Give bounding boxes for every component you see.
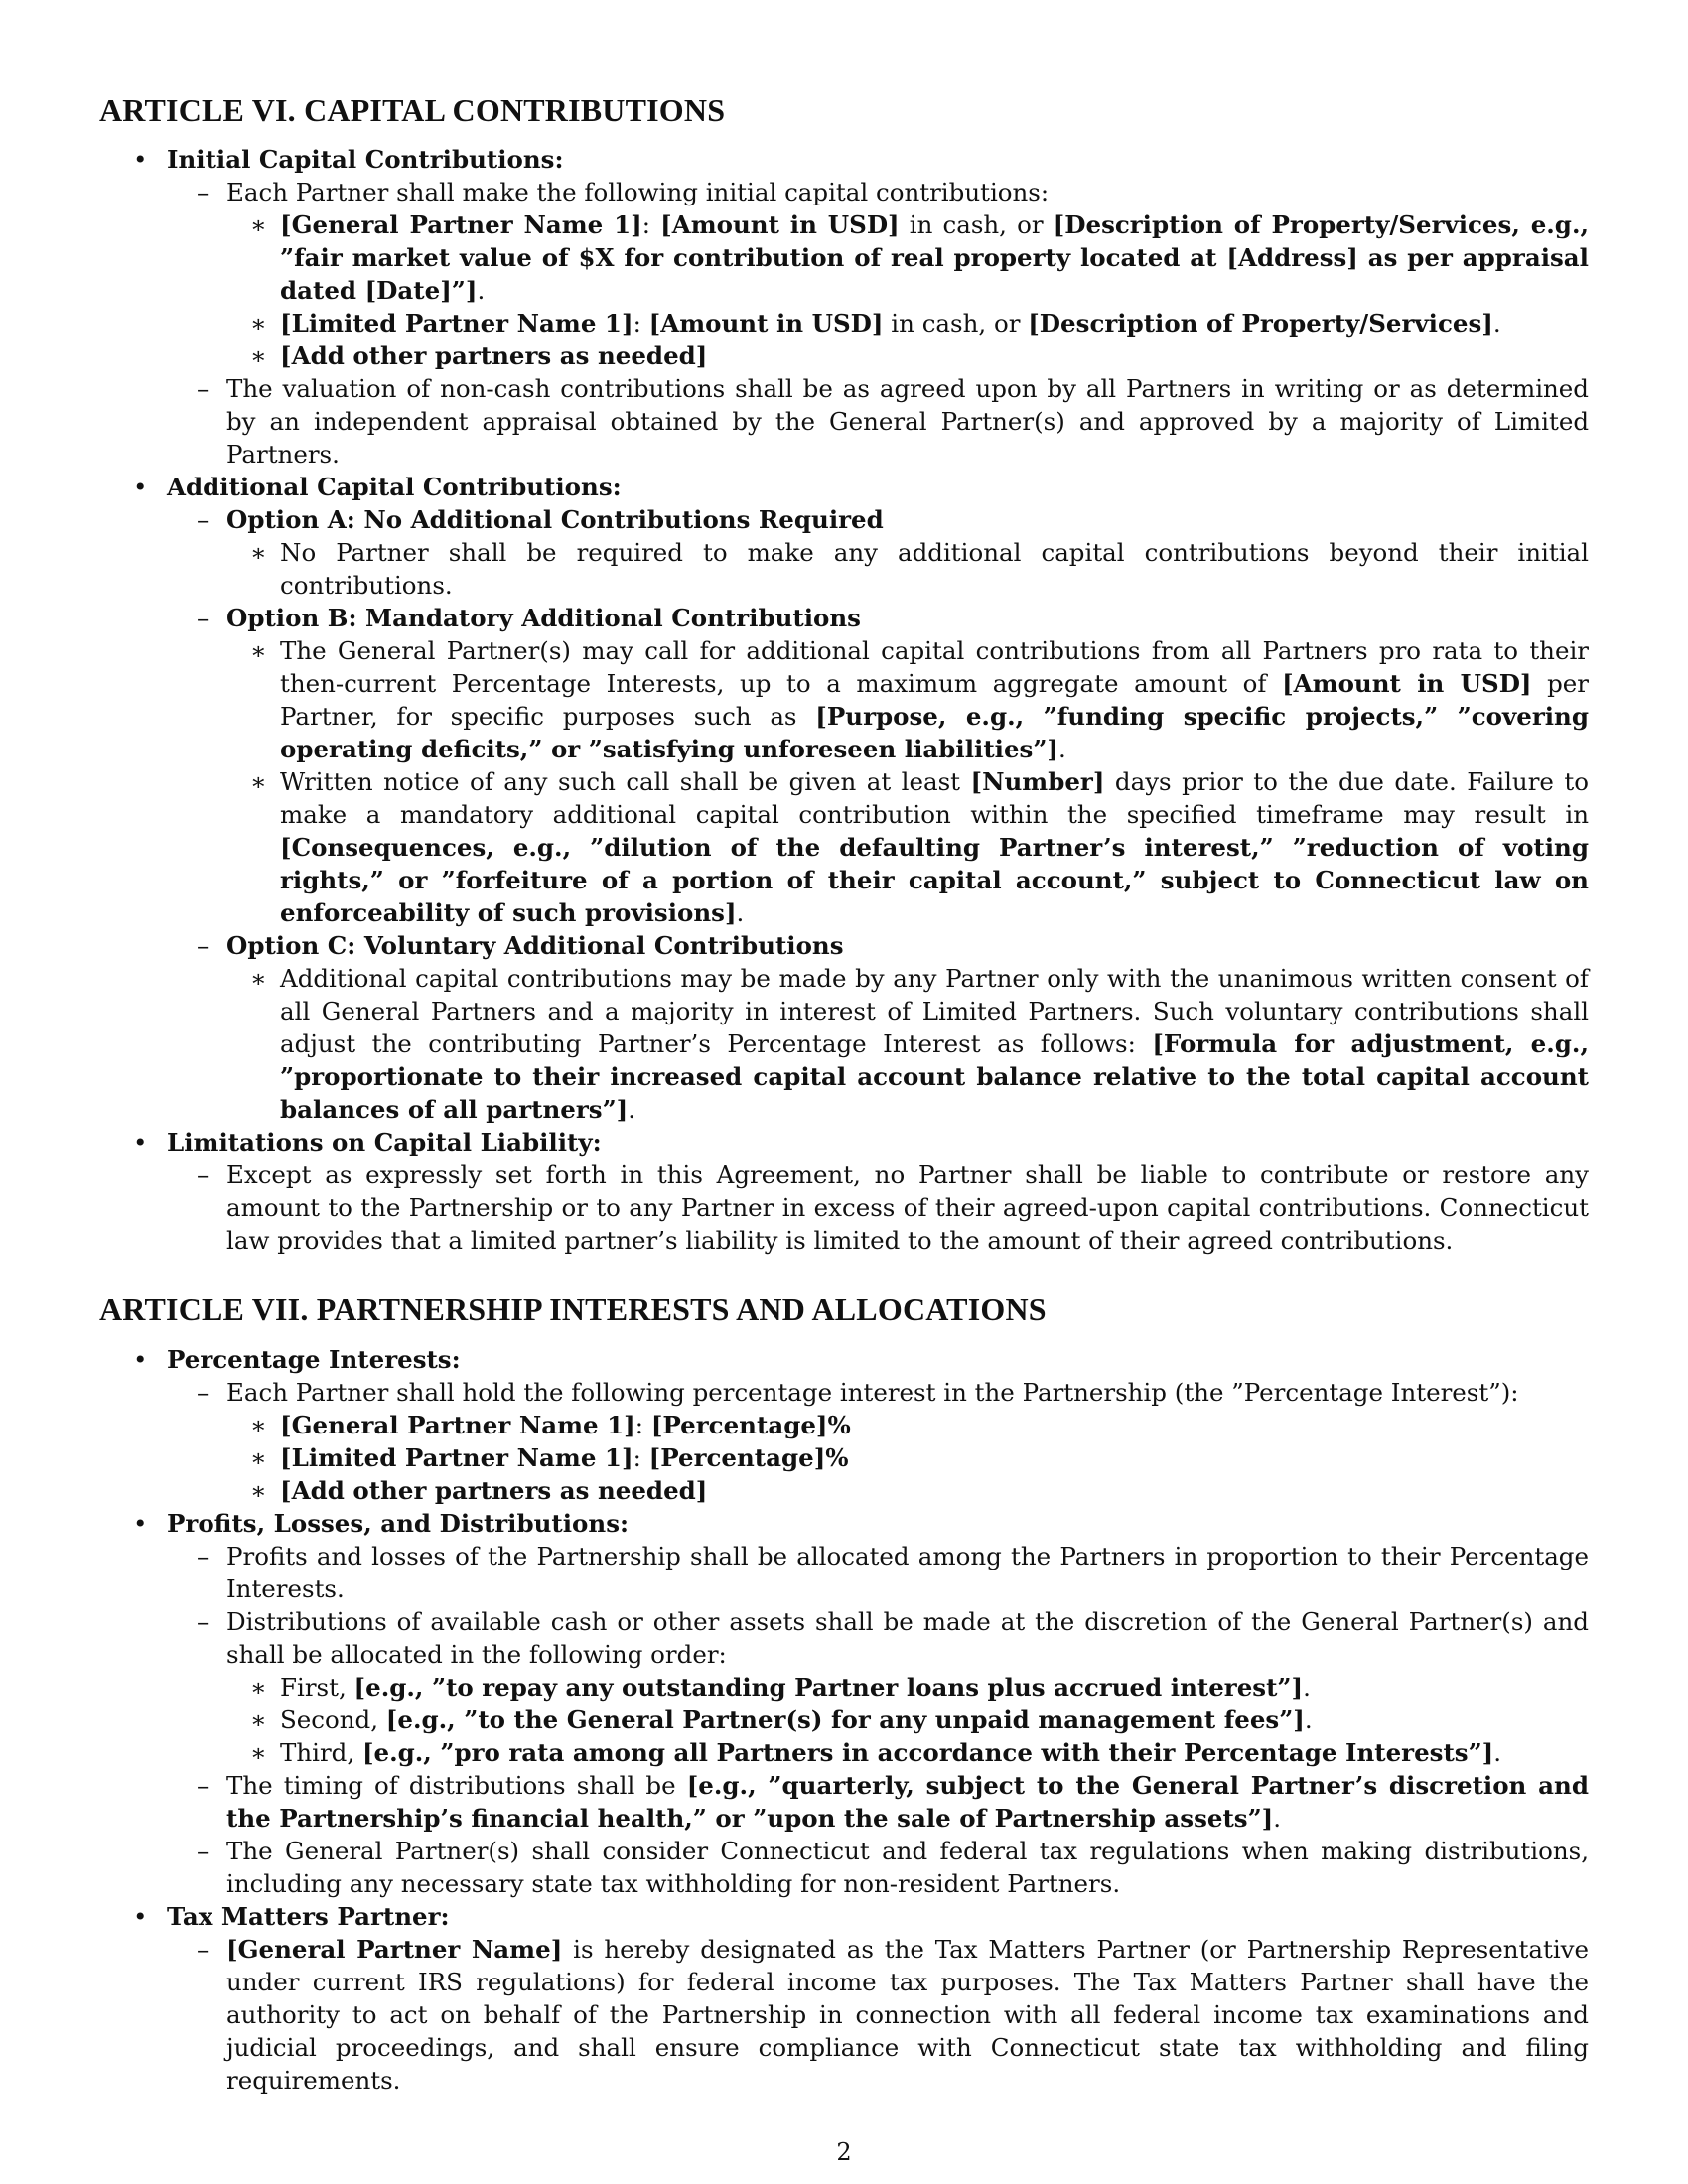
placeholder-field: [Amount in USD] (660, 210, 900, 240)
text-fragment: . (736, 898, 745, 928)
list-item (99, 1704, 1589, 1736)
list-item (99, 602, 1589, 634)
star-marker: ∗ (250, 1737, 267, 1767)
dash-marker: – (197, 505, 210, 535)
dash-marker: – (197, 178, 210, 207)
text-fragment: is hereby designated as the Tax Matters Partner (or Partnership Representative under current IRS regulations) for federal income tax purposes. The Tax Matters Partner shall have the authority to act on behalf of the Partnership in connection with all federal income tax examinations and judicial proceedings, and shall ensure compliance with Connecticut state tax withholding and filing requirements. (226, 1934, 1590, 2095)
list-item (99, 1159, 1589, 1257)
star-marker: ∗ (250, 1442, 267, 1472)
list-item (99, 471, 1589, 503)
text-fragment: per Partner, for specific purposes such as (280, 669, 1590, 732)
list-item (99, 929, 1589, 962)
section-heading: Percentage Interests: (167, 1344, 461, 1374)
placeholder-field: [Percentage]% (648, 1442, 849, 1472)
bullet-marker: • (133, 145, 148, 175)
text-fragment: First, (280, 1672, 354, 1702)
placeholder-field: [Formula for adjustment, e.g., ”proportionate to their increased capital account balance relative to the total capital account balances of all partners”] (280, 1029, 1589, 1125)
list-item (99, 1835, 1589, 1900)
paragraph-text: No Partner shall be required to make any additional capital contributions beyond their initial contributions. (280, 538, 1589, 601)
placeholder-field: [Description of Property/Services] (1028, 309, 1493, 339)
list-item (99, 1736, 1589, 1769)
list-item (99, 962, 1589, 1126)
star-marker: ∗ (250, 309, 267, 339)
bullet-marker: • (133, 1344, 148, 1374)
list-item (99, 634, 1589, 765)
dash-marker: – (197, 1541, 210, 1570)
star-marker: ∗ (250, 1705, 267, 1734)
text-fragment: Additional capital contributions may be made by any Partner only with the unanimous written consent of all General Partners and a majority in interest of Limited Partners. Such voluntary contributions shall adjust the contributing Partner’s Percentage Interest as follows: (280, 964, 1589, 1059)
bullet-marker: • (133, 473, 148, 502)
page-number: 2 (836, 2138, 852, 2166)
placeholder-field: [Add other partners as needed] (280, 1475, 708, 1505)
list-item (99, 1474, 1589, 1507)
text-fragment: : (634, 1410, 651, 1439)
list-item (99, 307, 1589, 340)
placeholder-field: [Limited Partner Name 1] (280, 309, 633, 339)
star-marker: ∗ (250, 538, 267, 568)
text-fragment: Third, (280, 1737, 362, 1767)
placeholder-field: [Add other partners as needed] (280, 341, 708, 371)
text-fragment: . (1492, 309, 1501, 339)
dash-marker: – (197, 1934, 210, 1964)
text-fragment: in cash, or (899, 210, 1054, 240)
list-item (99, 1900, 1589, 1933)
list-item (99, 1343, 1589, 1376)
placeholder-field: [e.g., ”to the General Partner(s) for any unpaid management fees”] (385, 1705, 1305, 1734)
text-fragment: . (1303, 1672, 1311, 1702)
list-item (99, 1933, 1589, 2097)
article-vi-title: ARTICLE VI. CAPITAL CONTRIBUTIONS (99, 92, 726, 128)
section-heading: Initial Capital Contributions: (167, 145, 564, 175)
list-item (99, 1409, 1589, 1441)
list-item (99, 143, 1589, 176)
document-page (99, 91, 1589, 2097)
text-fragment: . (1273, 1803, 1282, 1833)
text-fragment: : (641, 210, 661, 240)
placeholder-field: [Purpose, e.g., ”funding specific projects,” ”covering operating deficits,” or ”satisfying unforeseen liabilities”] (280, 702, 1589, 764)
star-marker: ∗ (250, 1410, 267, 1439)
dash-marker: – (197, 604, 210, 633)
text-fragment: Written notice of any such call shall be given at least (280, 767, 971, 797)
list-item (99, 176, 1589, 208)
paragraph-text: Profits and losses of the Partnership shall be allocated among the Partners in proportion to their Percentage Interests. (226, 1541, 1589, 1603)
star-marker: ∗ (250, 341, 267, 371)
dash-marker: – (197, 1160, 210, 1190)
star-marker: ∗ (250, 636, 267, 666)
option-heading: Option C: Voluntary Additional Contributions (226, 931, 844, 961)
placeholder-field: [Limited Partner Name 1] (280, 1442, 633, 1472)
list-item (99, 1507, 1589, 1540)
text-fragment: . (1493, 1737, 1502, 1767)
paragraph-text: Except as expressly set forth in this Agreement, no Partner shall be liable to contribute or restore any amount to the Partnership or to any Partner in excess of their agreed-upon capital contributions. Connecticut law provides that a limited partner’s liability is limited to the amount of their agreed contributions. (226, 1160, 1589, 1256)
paragraph-text: Each Partner shall make the following initial capital contributions: (226, 178, 1050, 207)
text-fragment: The General Partner(s) may call for additional capital contributions from all Partners pro rata to their then-current Percentage Interests, up to a maximum aggregate amount of (280, 636, 1589, 699)
star-marker: ∗ (250, 1672, 267, 1702)
text-fragment: . (628, 1095, 636, 1125)
star-marker: ∗ (250, 210, 267, 240)
list-item (99, 340, 1589, 372)
placeholder-field: [Percentage]% (650, 1410, 851, 1439)
text-fragment: in cash, or (883, 309, 1029, 339)
list-item (99, 1540, 1589, 1605)
dash-marker: – (197, 1606, 210, 1636)
option-heading: Option A: No Additional Contributions Required (226, 505, 884, 535)
dash-marker: – (197, 1836, 210, 1865)
dash-marker: – (197, 1770, 210, 1800)
placeholder-field: [Number] (970, 767, 1105, 797)
list-item (99, 208, 1589, 307)
list-item (99, 372, 1589, 471)
placeholder-field: [General Partner Name] (226, 1934, 563, 1964)
list-item (99, 1605, 1589, 1671)
list-item (99, 503, 1589, 536)
placeholder-field: [e.g., ”quarterly, subject to the General Partner’s discretion and the Partnership’s financial health,” or ”upon the sale of Partnership assets”] (226, 1770, 1589, 1833)
section-heading: Limitations on Capital Liability: (167, 1128, 602, 1158)
placeholder-field: [General Partner Name 1] (280, 1410, 635, 1439)
paragraph-text: The General Partner(s) shall consider Connecticut and federal tax regulations when making distributions, including any necessary state tax withholding for non-resident Partners. (226, 1836, 1589, 1898)
list-item (99, 1441, 1589, 1474)
placeholder-field: [Description of Property/Services, e.g., ”fair market value of $X for contribution of real property located at [Address] as per appraisal dated [Date]”] (280, 210, 1589, 306)
list-item (99, 1769, 1589, 1835)
dash-marker: – (197, 374, 210, 404)
paragraph-text: The valuation of non-cash contributions shall be as agreed upon by all Partners in writing or as determined by an independent appraisal obtained by the General Partner(s) and approved by a majority of Limited Partners. (226, 374, 1589, 470)
text-fragment: : (633, 309, 649, 339)
option-heading: Option B: Mandatory Additional Contributions (226, 604, 861, 633)
section-heading: Tax Matters Partner: (167, 1901, 450, 1931)
text-fragment: . (1058, 735, 1066, 764)
star-marker: ∗ (250, 964, 267, 994)
section-heading: Additional Capital Contributions: (167, 473, 622, 502)
star-marker: ∗ (250, 1475, 267, 1505)
bullet-marker: • (133, 1508, 148, 1538)
placeholder-field: [e.g., ”pro rata among all Partners in accordance with their Percentage Interests”] (361, 1737, 1494, 1767)
list-item (99, 765, 1589, 929)
list-item (99, 1376, 1589, 1409)
star-marker: ∗ (250, 767, 267, 797)
paragraph-text: Distributions of available cash or other assets shall be made at the discretion of the General Partner(s) and shall be allocated in the following order: (226, 1606, 1589, 1669)
article-vii-title: ARTICLE VII. PARTNERSHIP INTERESTS AND ALLOCATIONS (99, 1292, 1047, 1328)
list-item (99, 1671, 1589, 1704)
section-heading: Profits, Losses, and Distributions: (167, 1508, 630, 1538)
placeholder-field: [General Partner Name 1] (280, 210, 642, 240)
placeholder-field: [e.g., ”to repay any outstanding Partner loans plus accrued interest”] (353, 1672, 1304, 1702)
text-fragment: The timing of distributions shall be (226, 1770, 687, 1800)
bullet-marker: • (133, 1901, 148, 1931)
list-item (99, 536, 1589, 602)
list-item (99, 1126, 1589, 1159)
placeholder-field: [Amount in USD] (1282, 669, 1532, 699)
text-fragment: : (633, 1442, 649, 1472)
text-fragment: . (1304, 1705, 1313, 1734)
placeholder-field: [Amount in USD] (648, 309, 884, 339)
text-fragment: days prior to the due date. Failure to make a mandatory additional capital contribution within the specified timeframe may result in (280, 767, 1589, 830)
dash-marker: – (197, 931, 210, 961)
text-fragment: Second, (280, 1705, 386, 1734)
bullet-marker: • (133, 1128, 148, 1158)
placeholder-field: [Consequences, e.g., ”dilution of the defaulting Partner’s interest,” ”reduction of voting rights,” or ”forfeiture of a portion of their capital account,” subject to Connecticut law on enforceability of such provisions] (280, 833, 1589, 928)
dash-marker: – (197, 1377, 210, 1407)
text-fragment: . (477, 276, 486, 306)
paragraph-text: Each Partner shall hold the following percentage interest in the Partnership (the ”Percentage Interest”): (226, 1377, 1519, 1407)
